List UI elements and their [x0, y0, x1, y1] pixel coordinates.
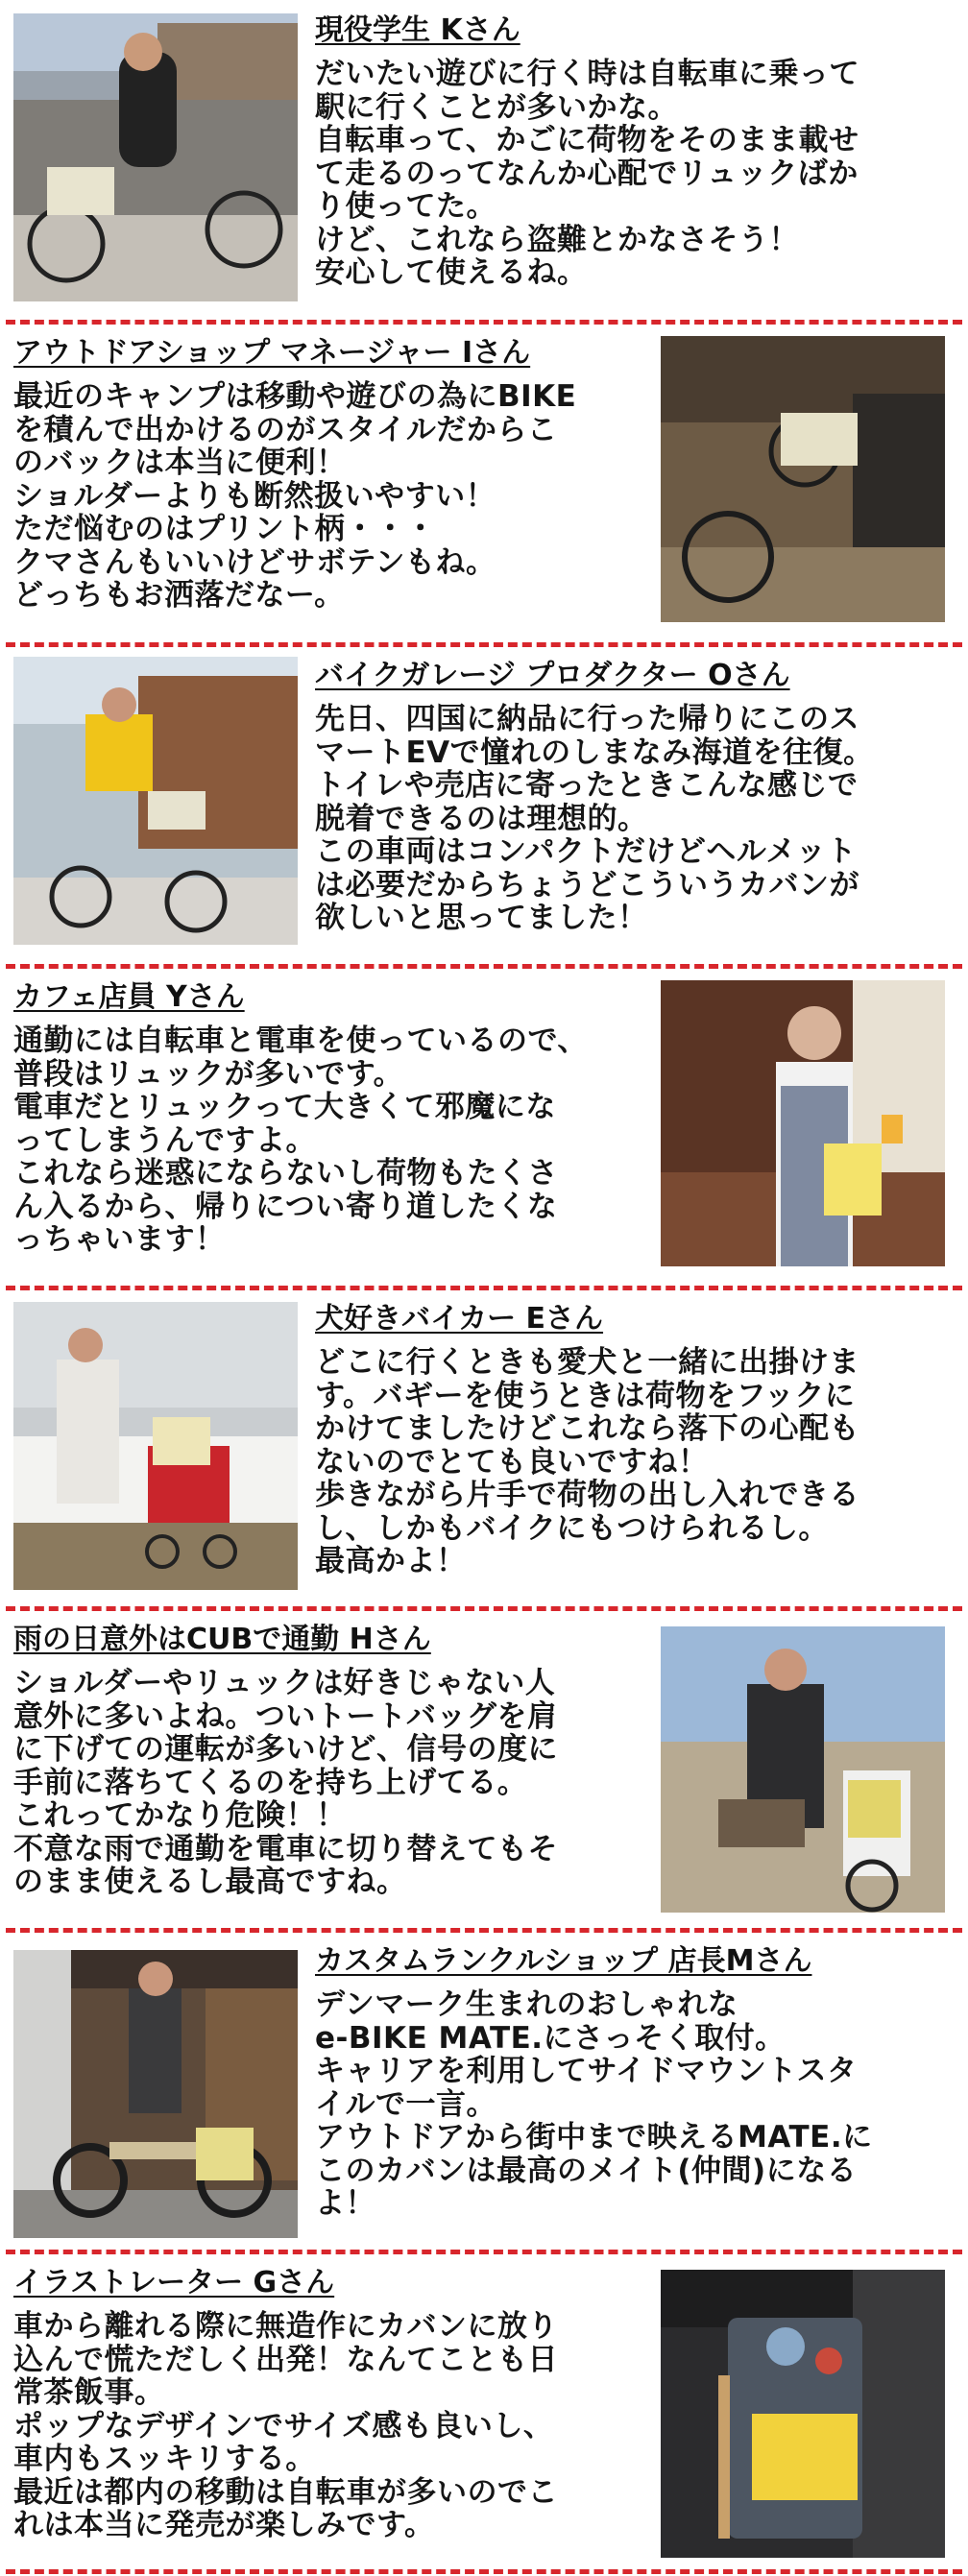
- review-text: [13, 334, 653, 613]
- reviewer-name: アウトドアショップ マネージャー Iさん: [13, 336, 531, 370]
- review-line: だいたい遊びに行く時は自転車に乗って: [315, 57, 859, 91]
- review-line: どっちもお洒落だなー。: [13, 578, 345, 613]
- photo-cub-scooter-rider: [661, 1626, 945, 1913]
- review-line: デンマーク生まれのおしゃれな: [315, 1987, 738, 2022]
- review-line: かけてましたけどこれなら落下の心配も: [315, 1411, 859, 1446]
- review-dog-biker-e: [0, 1288, 968, 1605]
- review-line: ないのでとても良いですね！: [315, 1444, 709, 1480]
- review-line: けど、これなら盗難とかなさそう！: [315, 222, 799, 257]
- reviewer-name: 雨の日意外はCUBで通勤 Hさん: [13, 1623, 431, 1656]
- review-text: [13, 1621, 653, 1899]
- review-body: [315, 703, 960, 935]
- review-line: 電車だとリュックって大きくて邪魔にな: [13, 1090, 556, 1124]
- review-line: ただ悩むのはプリント柄・・・: [13, 512, 436, 546]
- review-line: 安心して使えるね。: [315, 255, 588, 290]
- review-text: [315, 1942, 960, 2221]
- photo-cafe-staff-with-bag: [661, 980, 945, 1266]
- review-line: り使ってた。: [315, 189, 496, 224]
- review-line: 普段はリュックが多いです。: [13, 1056, 404, 1092]
- review-line: これなら迷惑にならないし荷物もたくさ: [13, 1156, 558, 1191]
- review-line: このカバンは最高のメイト(仲間)になる: [315, 2153, 858, 2188]
- review-line: よ！: [315, 2186, 375, 2221]
- review-line: 最近は都内の移動は自転車が多いのでこ: [13, 2474, 558, 2510]
- review-text: [13, 978, 653, 1257]
- review-line: のまま使えるし最高ですね。: [13, 1865, 407, 1899]
- review-outdoor-manager-i: [0, 323, 968, 639]
- review-body: [13, 2310, 653, 2542]
- review-line: す。バギーを使うときは荷物をフックに: [315, 1378, 856, 1413]
- review-line: クマさんもいいけどサボテンもね。: [13, 544, 496, 580]
- review-cub-commuter-h: [0, 1609, 968, 1926]
- review-custom-shop-m: [0, 1931, 968, 2248]
- review-text: [13, 2264, 653, 2542]
- reviewer-name: イラストレーター Gさん: [13, 2266, 335, 2299]
- review-line: 先日、四国に納品に行った帰りにこのス: [315, 702, 859, 736]
- review-line: し、しかもバイクにもつけられるし。: [315, 1510, 829, 1546]
- review-line: 車内もスッキリする。: [13, 2442, 316, 2476]
- review-line: 自転車って、かごに荷物をそのまま載せ: [315, 123, 859, 157]
- section-divider: [6, 2569, 962, 2574]
- review-line: ってしまうんですよ。: [13, 1122, 316, 1158]
- review-line: れは本当に発売が楽しみです。: [13, 2508, 435, 2542]
- review-text: [315, 1300, 960, 1578]
- review-illustrator-g: [0, 2252, 968, 2569]
- review-line: 最高かよ！: [315, 1544, 467, 1578]
- review-line: て走るのってなんか心配でリュックばか: [315, 156, 859, 191]
- review-cafe-staff-y: [0, 967, 968, 1284]
- review-line: これってかなり危険！！: [13, 1798, 347, 1833]
- review-text: [315, 12, 960, 290]
- review-line: この車両はコンパクトだけどヘルメット: [315, 834, 857, 869]
- review-line: アウトドアから街中まで映えるMATE.に: [315, 2120, 873, 2155]
- reviewer-name: カスタムランクルショップ 店長Mさん: [315, 1944, 812, 1978]
- review-line: っちゃいます！: [13, 1222, 226, 1257]
- review-line: マートEVで憧れのしまなみ海道を往復。: [315, 734, 874, 770]
- review-line: 駅に行くことが多いかな。: [315, 89, 678, 125]
- review-line: ポップなデザインでサイズ感も良いし、: [13, 2408, 554, 2444]
- review-line: 意外に多いよね。ついトートバッグを肩: [13, 1698, 558, 1734]
- review-line: 欲しいと思ってました！: [315, 901, 648, 935]
- photo-man-on-ev-scooter: [13, 657, 298, 945]
- review-line: 脱着できるのは理想的。: [315, 801, 648, 836]
- photo-bag-on-car-seat: [661, 2270, 945, 2558]
- review-line: 車から離れる際に無造作にカバンに放り: [13, 2309, 558, 2344]
- review-body: [13, 1667, 653, 1899]
- review-line: どこに行くときも愛犬と一緒に出掛けま: [315, 1345, 859, 1380]
- review-body: [13, 380, 653, 613]
- review-line: ショルダーやリュックは好きじゃない人: [13, 1666, 556, 1700]
- review-line: 歩きながら片手で荷物の出し入れできる: [315, 1478, 859, 1512]
- photo-student-on-bicycle: [13, 13, 298, 301]
- review-line: に下げての運転が多いけど、信号の度に: [13, 1732, 558, 1767]
- reviewer-name: 犬好きバイカー Eさん: [315, 1302, 604, 1336]
- review-line: キャリアを利用してサイドマウントスタ: [315, 2054, 858, 2088]
- review-line: は必要だからちょうどこういうカバンが: [315, 867, 859, 903]
- review-line: e-BIKE MATE.にさっそく取付。: [315, 2020, 786, 2056]
- review-line: 不意な雨で通勤を電車に切り替えてもそ: [13, 1831, 558, 1866]
- review-body: [315, 58, 960, 290]
- review-line: 込んで慌ただしく出発！なんてことも日: [13, 2342, 558, 2377]
- review-bike-garage-o: [0, 645, 968, 962]
- review-text: [315, 657, 960, 935]
- reviewer-name: バイクガレージ プロダクター Oさん: [315, 659, 790, 692]
- review-body: [13, 1024, 653, 1257]
- review-line: トイレや売店に寄ったときこんな感じで: [315, 768, 859, 803]
- review-line: 手前に落ちてくるのを持ち上げてる。: [13, 1765, 528, 1800]
- review-line: を積んで出かけるのがスタイルだからこ: [13, 412, 558, 447]
- photo-dog-stroller-with-bag: [13, 1302, 298, 1590]
- review-line: ん入るから、帰りについ寄り道したくな: [13, 1189, 558, 1224]
- review-body: [315, 1988, 960, 2221]
- reviewer-name: 現役学生 Kさん: [315, 13, 520, 47]
- review-line: 常茶飯事。: [13, 2375, 165, 2410]
- review-line: 通勤には自転車と電車を使っているので、: [13, 1023, 588, 1058]
- review-line: 最近のキャンプは移動や遊びの為にBIKE: [13, 379, 577, 414]
- review-student-k: [0, 0, 968, 317]
- review-line: ショルダーよりも断然扱いやすい！: [13, 478, 496, 514]
- review-line: イルで一言。: [315, 2086, 496, 2122]
- reviewer-name: カフェ店員 Yさん: [13, 980, 245, 1014]
- photo-bike-in-outdoor-shop: [661, 336, 945, 622]
- photo-ebike-with-side-bag: [13, 1950, 298, 2238]
- review-line: のバックは本当に便利！: [13, 445, 347, 480]
- review-body: [315, 1346, 960, 1578]
